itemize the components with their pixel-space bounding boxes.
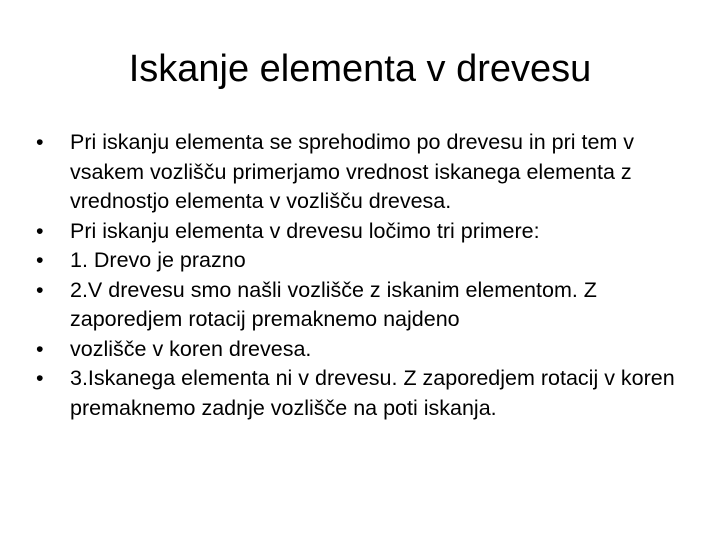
slide-title: Iskanje elementa v drevesu — [128, 48, 592, 90]
bullet-item — [36, 217, 696, 247]
bullet-icon: • — [36, 277, 44, 302]
bullet-icon: • — [36, 366, 44, 390]
bullet-item — [36, 246, 696, 276]
bullet-text: Pri iskanju elementa v drevesu ločimo tri primere: — [70, 218, 540, 243]
bullet-item — [36, 276, 696, 335]
bullet-icon: • — [36, 248, 44, 272]
bullet-text: 3.Iskanega elementa ni v drevesu. Z zaporedjem rotacij v koren premaknemo zadnje vozlišče na poti iskanja. — [70, 366, 675, 420]
bullet-list — [36, 128, 696, 423]
bullet-item — [36, 128, 696, 217]
bullet-icon: • — [36, 218, 44, 243]
bullet-text: 2.V drevesu smo našli vozlišče z iskanim elementom. Z zaporedjem rotacij premaknemo najdeno — [70, 277, 597, 331]
bullet-item — [36, 364, 696, 423]
bullet-icon: • — [36, 130, 44, 154]
bullet-text: 1. Drevo je prazno — [70, 248, 246, 272]
bullet-icon: • — [36, 336, 44, 361]
bullet-text: vozlišče v koren drevesa. — [70, 336, 312, 361]
bullet-item — [36, 335, 696, 365]
bullet-text: Pri iskanju elementa se sprehodimo po drevesu in pri tem v vsakem vozlišču primerjamo vrednost iskanega elementa z vrednostjo elementa v vozlišču drevesa. — [70, 130, 635, 213]
